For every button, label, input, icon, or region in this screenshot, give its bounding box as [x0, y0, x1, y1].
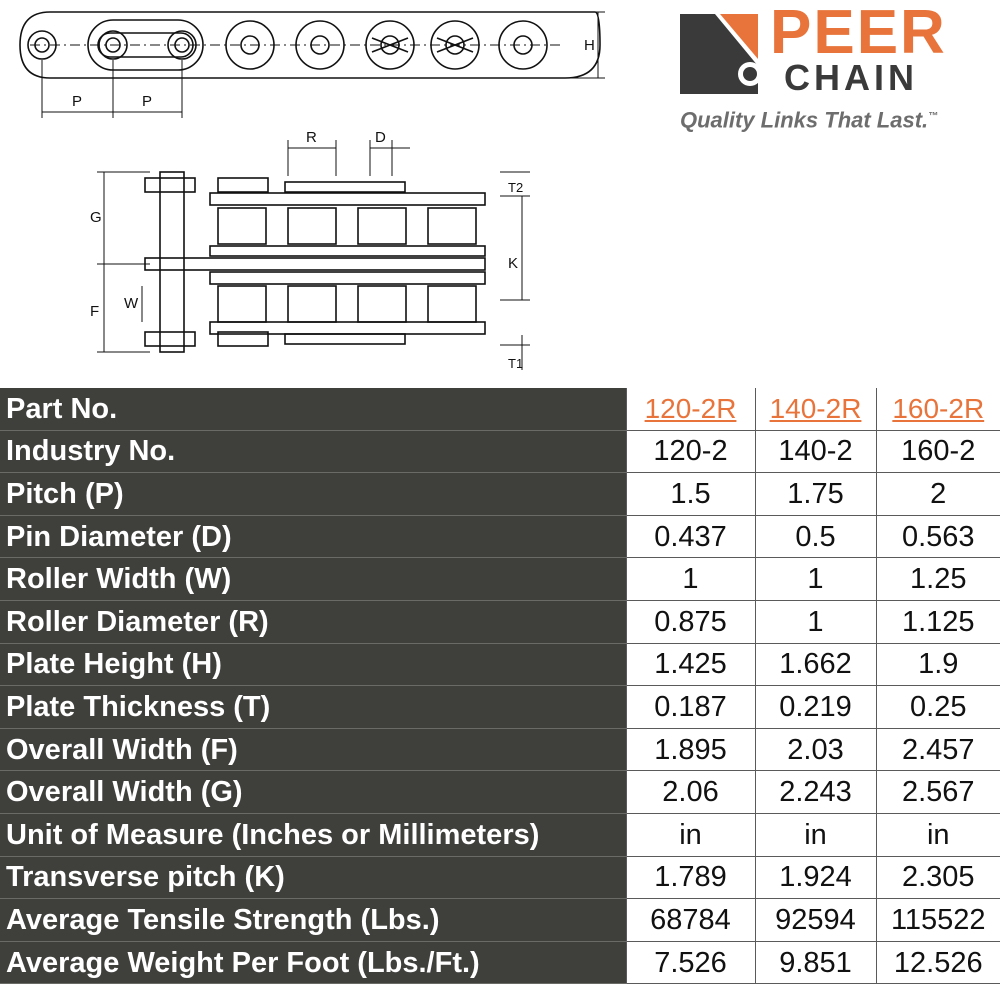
table-row	[0, 728, 1000, 771]
row-label: Transverse pitch (K)	[0, 856, 626, 899]
table-row	[0, 771, 1000, 814]
row-label: Plate Height (H)	[0, 643, 626, 686]
table-row	[0, 941, 1000, 984]
brand-chain: CHAIN	[784, 57, 918, 98]
label-f: F	[90, 303, 100, 320]
row-value: 0.875	[626, 600, 755, 643]
table-row	[0, 600, 1000, 643]
row-label: Overall Width (F)	[0, 728, 626, 771]
row-value: 1.425	[626, 643, 755, 686]
row-label: Plate Thickness (T)	[0, 686, 626, 729]
row-value: 1	[755, 600, 876, 643]
row-label: Roller Width (W)	[0, 558, 626, 601]
row-value: 0.437	[626, 515, 755, 558]
row-value: 0.219	[755, 686, 876, 729]
brand-peer: PEER	[770, 0, 947, 67]
row-value: 0.5	[755, 515, 876, 558]
sprocket-icon	[680, 4, 780, 96]
row-value: 115522	[876, 899, 1000, 942]
row-value: 1.125	[876, 600, 1000, 643]
row-value: 2.567	[876, 771, 1000, 814]
row-label: Roller Diameter (R)	[0, 600, 626, 643]
table-row	[0, 643, 1000, 686]
row-value: 9.851	[755, 941, 876, 984]
row-value: 140-2	[755, 430, 876, 473]
row-value: 2.243	[755, 771, 876, 814]
part-link[interactable]: 120-2R	[626, 388, 755, 430]
specs-body	[0, 388, 1000, 984]
chain-diagram	[0, 0, 620, 385]
peer-chain-logo	[676, 0, 1000, 140]
row-value: 1.5	[626, 473, 755, 516]
row-value: 2.305	[876, 856, 1000, 899]
row-label: Pin Diameter (D)	[0, 515, 626, 558]
label-p-1: P	[72, 93, 83, 110]
row-value: 1.25	[876, 558, 1000, 601]
header-label: Part No.	[0, 388, 626, 430]
label-r: R	[306, 129, 317, 146]
row-value: 12.526	[876, 941, 1000, 984]
row-value: in	[626, 813, 755, 856]
row-label: Average Weight Per Foot (Lbs./Ft.)	[0, 941, 626, 984]
tagline-text: Quality Links That Last.	[680, 107, 929, 133]
row-value: 92594	[755, 899, 876, 942]
specs-table	[0, 388, 1000, 984]
table-row	[0, 856, 1000, 899]
tagline	[680, 104, 938, 133]
part-link[interactable]: 160-2R	[876, 388, 1000, 430]
table-row	[0, 558, 1000, 601]
row-value: 2.457	[876, 728, 1000, 771]
table-row	[0, 686, 1000, 729]
table-row	[0, 515, 1000, 558]
row-value: 1.662	[755, 643, 876, 686]
label-h: H	[584, 37, 595, 54]
part-link[interactable]: 140-2R	[755, 388, 876, 430]
row-value: 2	[876, 473, 1000, 516]
row-label: Overall Width (G)	[0, 771, 626, 814]
row-label: Pitch (P)	[0, 473, 626, 516]
row-value: 1.9	[876, 643, 1000, 686]
row-label: Industry No.	[0, 430, 626, 473]
row-value: in	[876, 813, 1000, 856]
top-view	[145, 172, 485, 352]
label-k: K	[508, 255, 519, 272]
row-value: 1.924	[755, 856, 876, 899]
label-g: G	[90, 209, 102, 226]
row-label: Average Tensile Strength (Lbs.)	[0, 899, 626, 942]
row-value: 1.75	[755, 473, 876, 516]
row-value: 1	[626, 558, 755, 601]
label-p-2: P	[142, 93, 153, 110]
row-value: 0.563	[876, 515, 1000, 558]
table-header-row	[0, 388, 1000, 430]
row-value: in	[755, 813, 876, 856]
row-value: 1.789	[626, 856, 755, 899]
table-row	[0, 899, 1000, 942]
row-value: 2.03	[755, 728, 876, 771]
row-value: 0.25	[876, 686, 1000, 729]
label-w: W	[124, 295, 139, 312]
table-row	[0, 813, 1000, 856]
row-value: 2.06	[626, 771, 755, 814]
row-value: 1.895	[626, 728, 755, 771]
row-value: 1	[755, 558, 876, 601]
row-value: 120-2	[626, 430, 755, 473]
table-row	[0, 473, 1000, 516]
trademark: ™	[928, 111, 939, 122]
row-label: Unit of Measure (Inches or Millimeters)	[0, 813, 626, 856]
table-row	[0, 430, 1000, 473]
label-t2: T2	[508, 180, 524, 195]
label-d: D	[375, 129, 386, 146]
label-t1: T1	[508, 356, 524, 371]
row-value: 0.187	[626, 686, 755, 729]
row-value: 7.526	[626, 941, 755, 984]
row-value: 68784	[626, 899, 755, 942]
row-value: 160-2	[876, 430, 1000, 473]
